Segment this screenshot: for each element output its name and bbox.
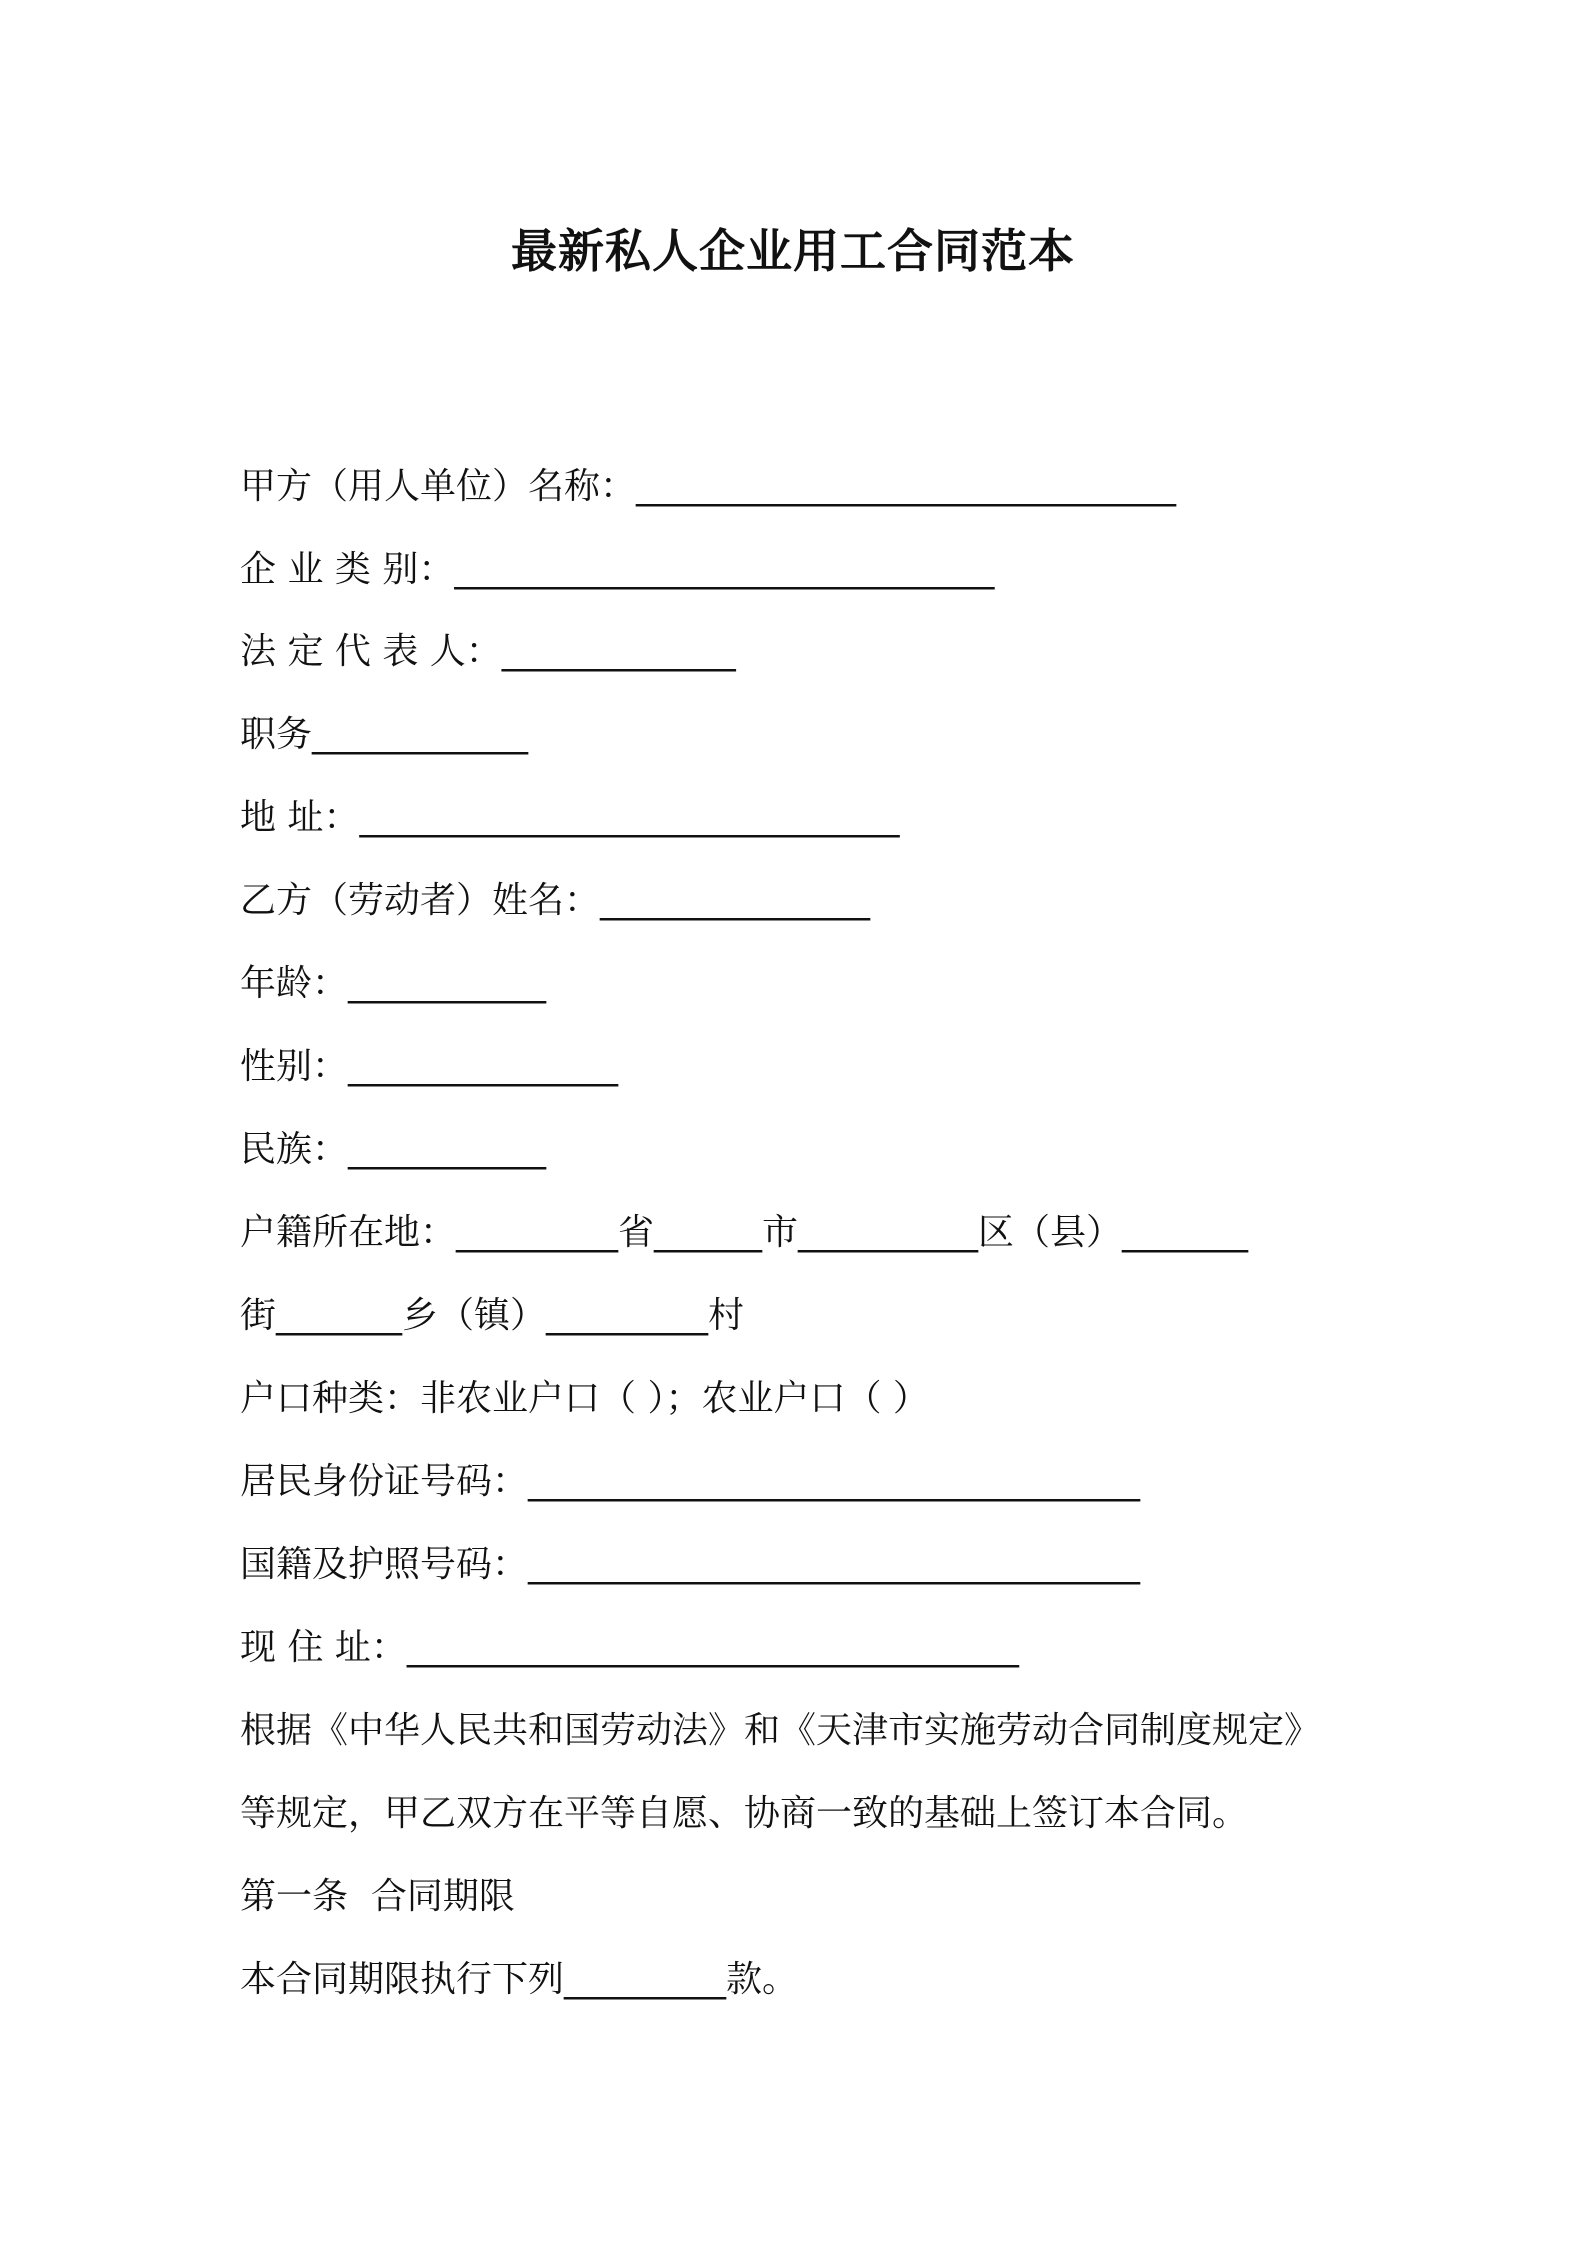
enterprise-category-line: 企 业 类 别：______________________________ [240,549,995,590]
legal-representative-line: 法 定 代 表 人：_____________ [240,631,736,672]
agreement-line: 等规定，甲乙双方在平等自愿、协商一致的基础上签订本合同。 [240,1793,1249,1834]
ethnicity-line: 民族：___________ [240,1129,547,1170]
id-number-line: 居民身份证号码：__________________________________ [240,1461,1141,1502]
legal-basis-line: 根据《中华人民共和国劳动法》和《天津市实施劳动合同制度规定》 [240,1710,1321,1751]
age-line: 年龄：___________ [240,963,547,1004]
household-registration-line: 户籍所在地：_________省______市__________区（县）_______ [240,1212,1249,1253]
gender-line: 性别：_______________ [240,1046,619,1087]
current-address-line: 现 住 址：__________________________________ [240,1627,1019,1668]
position-line: 职务____________ [240,714,529,755]
contract-term-line: 本合同期限执行下列_________款。 [240,1959,799,2000]
address-line: 地 址：______________________________ [240,797,900,838]
party-a-name-line: 甲方（用人单位）名称：______________________________ [240,466,1177,507]
household-type-line: 户口种类：非农业户口（ ）；农业户口（ ） [240,1378,929,1419]
party-b-name-line: 乙方（劳动者）姓名：_______________ [240,880,871,921]
street-township-village-line: 街_______乡（镇）_________村 [240,1295,745,1336]
article-one-heading: 第一条 合同期限 [240,1876,515,1917]
nationality-passport-line: 国籍及护照号码：__________________________________ [240,1544,1141,1585]
document-title: 最新私人企业用工合同范本 [511,224,1075,278]
